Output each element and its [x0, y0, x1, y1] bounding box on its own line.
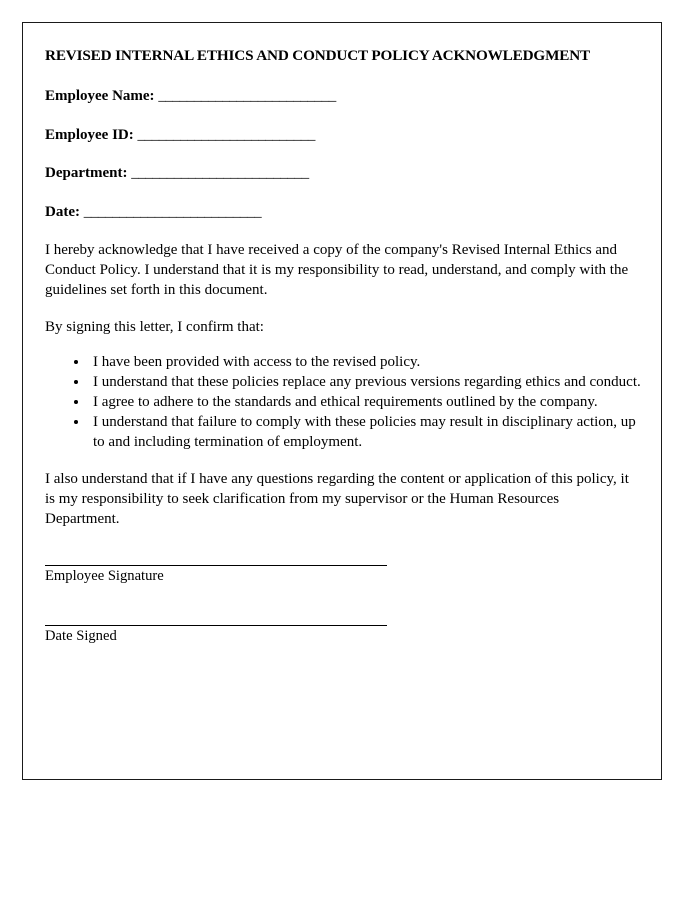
closing-paragraph: I also understand that if I have any questions regarding the content or application of this policy, it is my responsibility to seek clarification from my supervisor or the Human Resources Department. [45, 470, 629, 527]
list-item: • I understand that these policies replace any previous versions regarding ethics and conduct. [89, 373, 649, 393]
field-blank-department[interactable]: _________________________ [131, 165, 309, 182]
list-item: • I understand that failure to comply with these policies may result in disciplinary action, up to and including termination of employment. [89, 413, 649, 453]
document-body [23, 23, 661, 645]
signature-rule-employee[interactable] [45, 565, 387, 566]
list-lead-in: By signing this letter, I confirm that: [45, 319, 264, 336]
form-field-date[interactable] [45, 203, 639, 221]
form-field-employee-name[interactable] [45, 87, 639, 105]
signature-label-employee: Employee Signature [45, 568, 164, 585]
field-label-employee-id: Employee ID: [45, 126, 134, 143]
field-label-employee-name: Employee Name: [45, 88, 155, 105]
signature-block-employee [45, 565, 639, 585]
signature-block-date [45, 625, 639, 645]
signature-label-date: Date Signed [45, 627, 117, 644]
field-blank-employee-name[interactable]: _________________________ [158, 88, 336, 105]
field-label-department: Department: [45, 165, 128, 182]
page-title: REVISED INTERNAL ETHICS AND CONDUCT POLICY ACKNOWLEDGMENT [45, 47, 591, 64]
list-item: • I have been provided with access to the revised policy. [89, 353, 649, 373]
signature-rule-date[interactable] [45, 625, 387, 626]
intro-paragraph: I hereby acknowledge that I have received a copy of the company's Revised Internal Ethics and Conduct Policy. I understand that it is my responsibility to read, understand, and comply with the guidelines set forth in this document. [45, 242, 629, 299]
list-item: • I agree to adhere to the standards and ethical requirements outlined by the company. [89, 393, 649, 413]
form-field-department[interactable] [45, 164, 639, 182]
field-blank-date[interactable]: _________________________ [83, 203, 262, 220]
form-field-employee-id[interactable] [45, 126, 639, 144]
field-label-date: Date: [45, 203, 80, 220]
document-page [22, 22, 662, 780]
field-blank-employee-id[interactable]: _________________________ [137, 126, 316, 143]
acknowledgment-list [45, 353, 649, 453]
